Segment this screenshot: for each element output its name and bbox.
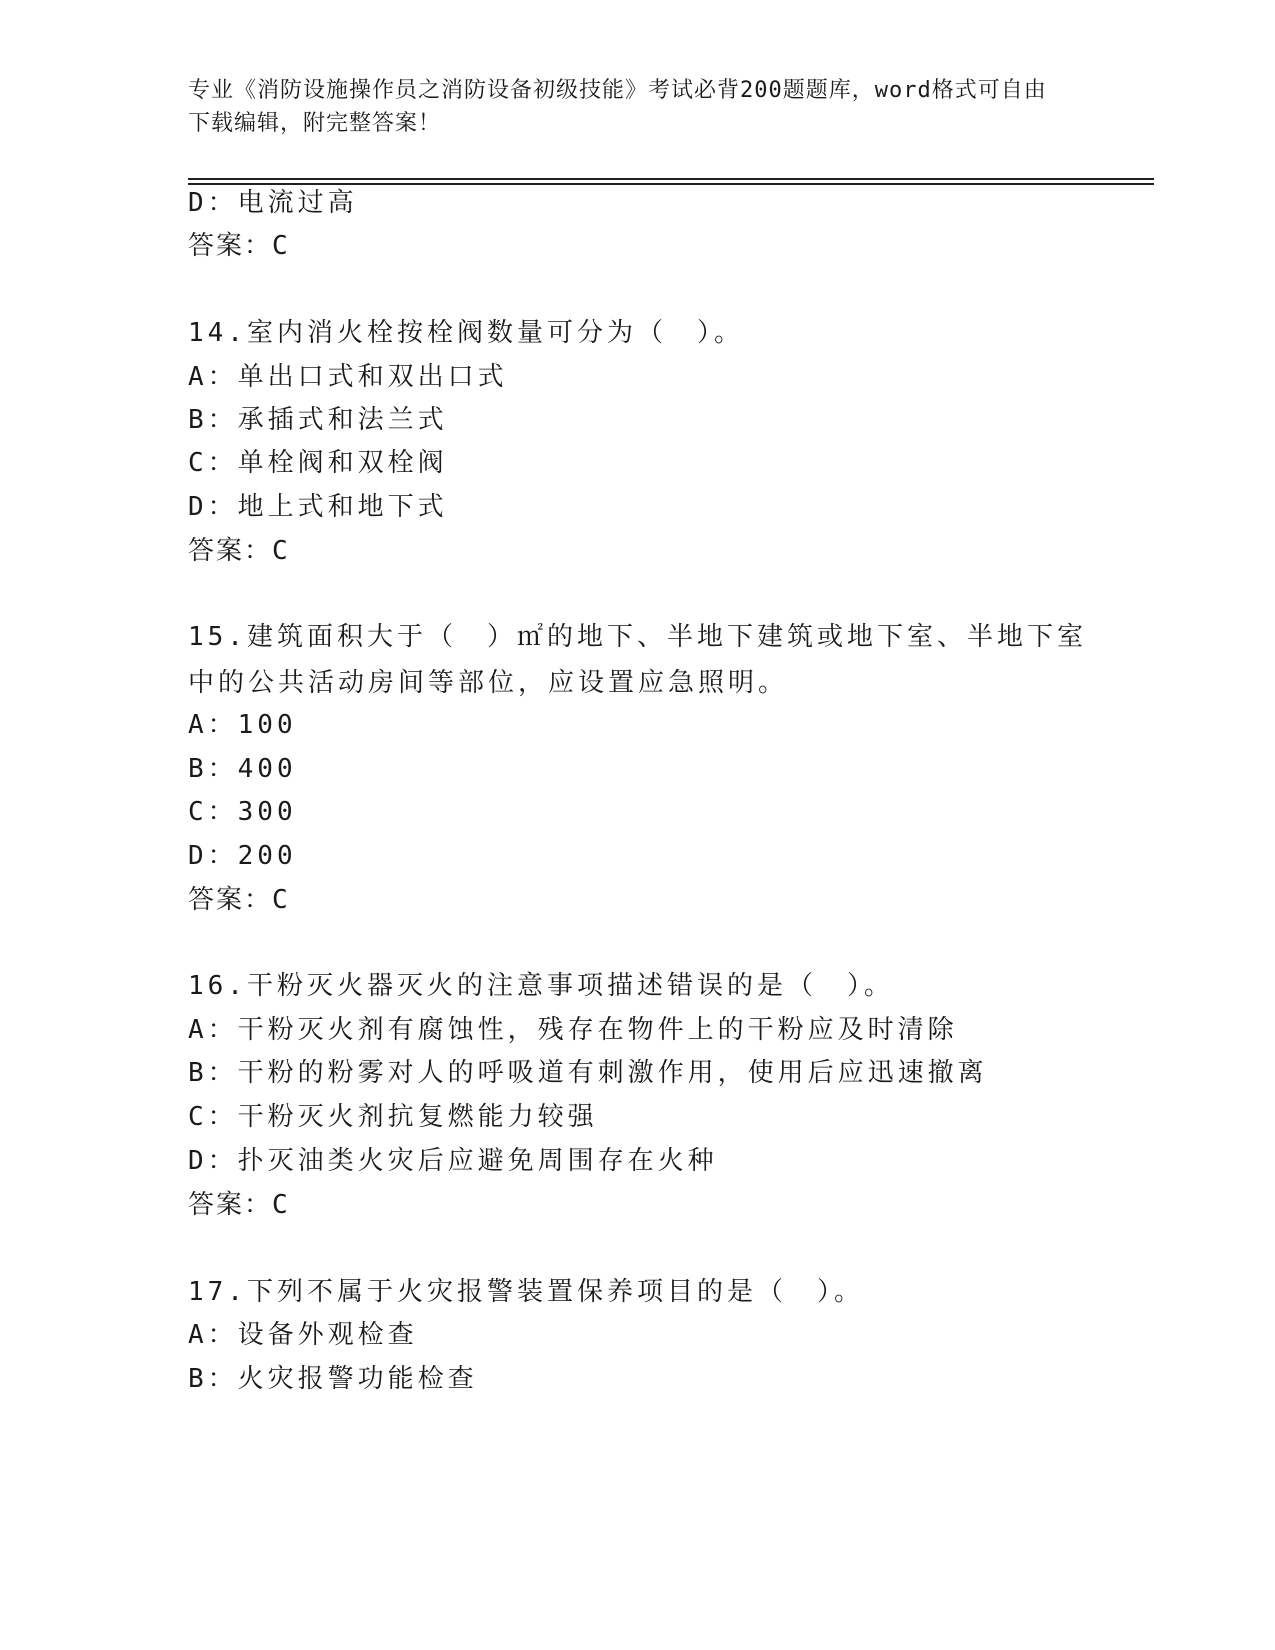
question-17-option-b: B：火灾报警功能检查 xyxy=(188,1364,478,1394)
question-17-option-a: A：设备外观检查 xyxy=(188,1320,418,1350)
question-16-option-a: A：干粉灭火剂有腐蚀性，残存在物件上的干粉应及时清除 xyxy=(188,1015,958,1045)
question-16-stem: 16.干粉灭火器灭火的注意事项描述错误的是（ ）。 xyxy=(188,971,894,1001)
question-16-option-b: B：干粉的粉雾对人的呼吸道有刺激作用，使用后应迅速撤离 xyxy=(188,1058,988,1088)
question-15-option-d: D：200 xyxy=(188,841,297,871)
question-16-option-c: C：干粉灭火剂抗复燃能力较强 xyxy=(188,1102,598,1132)
answer-13: 答案：C xyxy=(188,231,290,261)
header-divider-bottom xyxy=(188,183,1154,185)
document-header: 专业《消防设施操作员之消防设备初级技能》考试必背200题题库，word格式可自由下载编辑，附完整答案！ xyxy=(188,78,1047,136)
header-divider-top xyxy=(188,178,1154,180)
question-15-stem: 15.建筑面积大于（ ）㎡的地下、半地下建筑或地下室、半地下室中的公共活动房间等部位，应设置应急照明。 xyxy=(188,622,1087,698)
question-15-option-c: C：300 xyxy=(188,797,297,827)
question-14-option-d: D：地上式和地下式 xyxy=(188,492,448,522)
question-14-option-c: C：单栓阀和双栓阀 xyxy=(188,448,448,478)
answer-16: 答案：C xyxy=(188,1190,290,1220)
question-14-option-a: A：单出口式和双出口式 xyxy=(188,362,508,392)
option-d-continued: D：电流过高 xyxy=(188,188,358,218)
answer-14: 答案：C xyxy=(188,536,290,566)
question-14-option-b: B：承插式和法兰式 xyxy=(188,405,448,435)
question-15-option-b: B：400 xyxy=(188,754,297,784)
question-14-stem: 14.室内消火栓按栓阀数量可分为（ ）。 xyxy=(188,318,744,348)
question-15-option-a: A：100 xyxy=(188,710,297,740)
question-17-stem: 17.下列不属于火灾报警装置保养项目的是（ ）。 xyxy=(188,1277,864,1307)
question-16-option-d: D：扑灭油类火灾后应避免周围存在火种 xyxy=(188,1146,718,1176)
answer-15: 答案：C xyxy=(188,885,290,915)
